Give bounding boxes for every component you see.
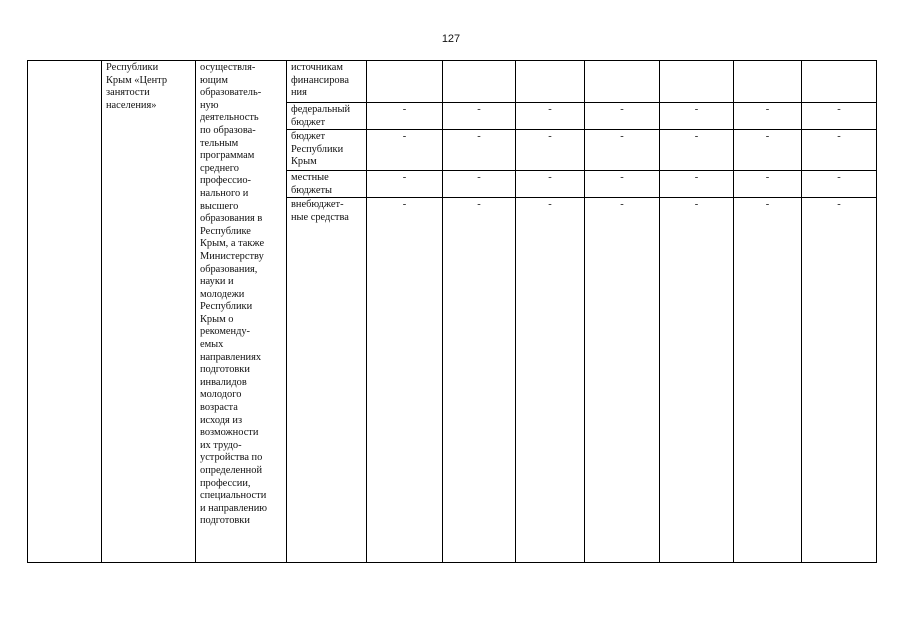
value-cell: - <box>516 171 585 198</box>
value-cell: - <box>585 130 660 171</box>
funding-source-cell <box>287 103 367 130</box>
measure-cell <box>196 61 287 563</box>
funding-table <box>27 60 877 563</box>
value-cell: - <box>443 171 516 198</box>
executor-text: Республики Крым «Центр занятости населения» <box>106 62 168 111</box>
value-cell: - <box>585 198 660 563</box>
value-cell: - <box>367 130 443 171</box>
funding-source-cell <box>287 61 367 103</box>
value-cell: - <box>802 103 877 130</box>
value-cell: - <box>367 198 443 563</box>
funding-source-label: бюджет Республики Крым <box>291 131 344 168</box>
value-cell: - <box>367 171 443 198</box>
value-cell <box>585 61 660 103</box>
value-cell: - <box>660 130 734 171</box>
value-cell: - <box>734 198 802 563</box>
value-cell: - <box>660 198 734 563</box>
value-cell: - <box>516 130 585 171</box>
funding-source-cell <box>287 171 367 198</box>
value-cell: - <box>734 130 802 171</box>
value-cell <box>734 61 802 103</box>
funding-source-label: источникам финансирова ния <box>291 62 349 99</box>
value-cell: - <box>660 103 734 130</box>
row-number-cell <box>28 61 102 563</box>
value-cell: - <box>443 130 516 171</box>
value-cell: - <box>516 103 585 130</box>
funding-source-cell <box>287 130 367 171</box>
value-cell: - <box>516 198 585 563</box>
value-cell: - <box>585 171 660 198</box>
value-cell: - <box>802 130 877 171</box>
value-cell: - <box>585 103 660 130</box>
funding-source-label: федеральный бюджет <box>291 104 351 128</box>
funding-source-label: внебюджет- ные средства <box>291 199 349 223</box>
value-cell <box>802 61 877 103</box>
value-cell: - <box>802 171 877 198</box>
funding-source-label: местные бюджеты <box>291 172 332 196</box>
value-cell: - <box>802 198 877 563</box>
value-cell <box>443 61 516 103</box>
table-row <box>28 61 877 103</box>
funding-source-cell <box>287 198 367 563</box>
value-cell: - <box>443 103 516 130</box>
value-cell: - <box>660 171 734 198</box>
executor-cell <box>102 61 196 563</box>
value-cell: - <box>734 103 802 130</box>
measure-text: осуществля- ющим образователь- ную деятельность по образова- тельным программам среднего профессио- нального и высшего образования в Республике Крым, а также Министерству образования, науки и молодежи Республики Крым о рекоменду- емых направлениях подготовки инвалидов молодого возраста исходя из возможности их трудо- устройства по определенной профессии, специальности и направлению подготовки <box>200 62 268 527</box>
value-cell: - <box>367 103 443 130</box>
value-cell: - <box>443 198 516 563</box>
page-number: 127 <box>441 33 461 45</box>
value-cell <box>660 61 734 103</box>
value-cell <box>516 61 585 103</box>
value-cell: - <box>734 171 802 198</box>
value-cell <box>367 61 443 103</box>
